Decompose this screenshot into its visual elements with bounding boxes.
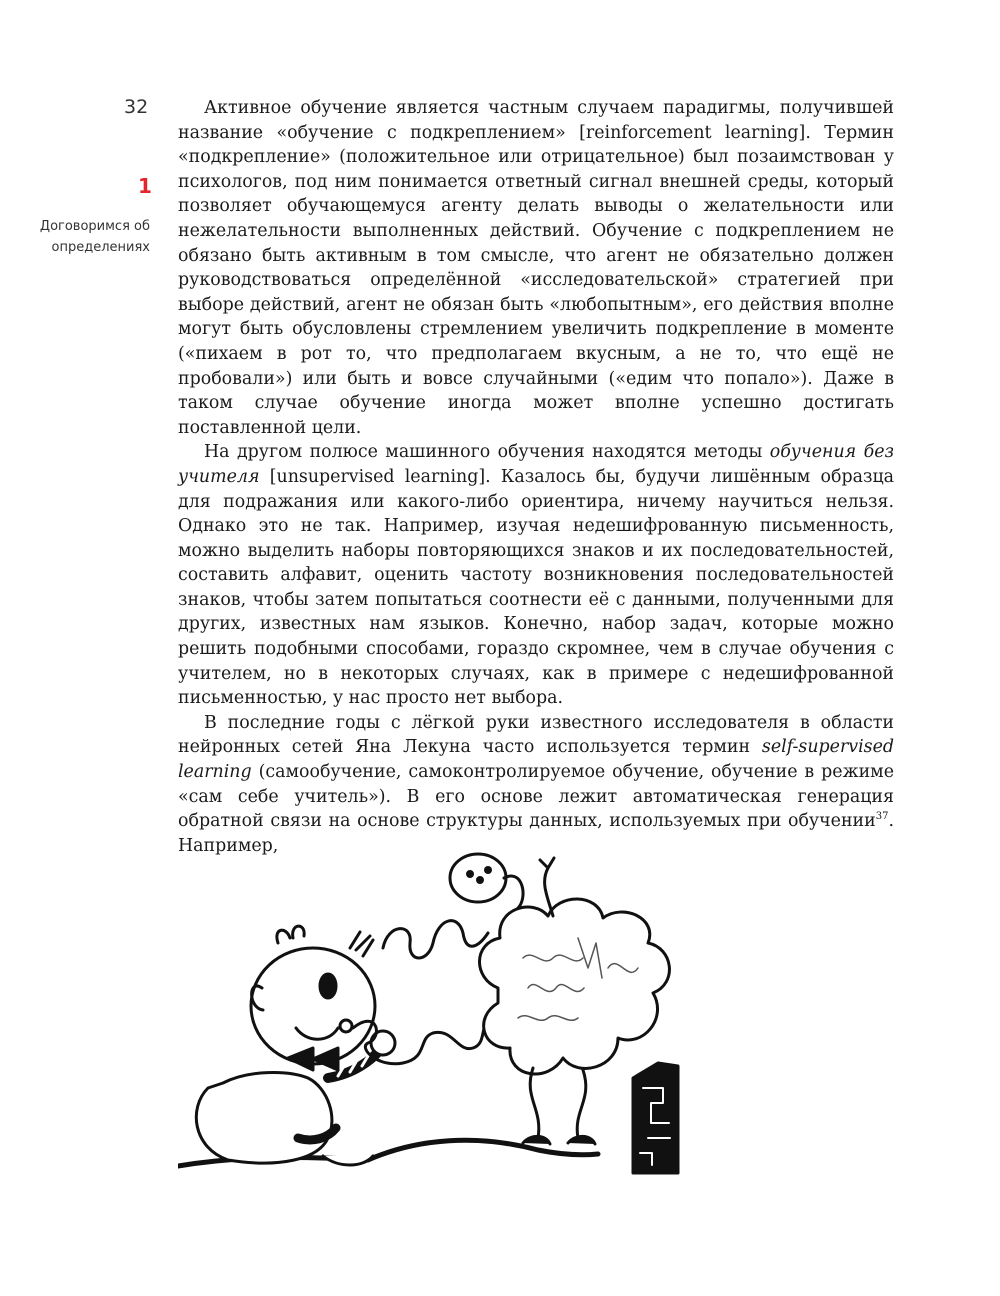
paragraph-3-tail: . Например,: [178, 811, 894, 856]
paragraph-2-after: [unsupervised learning]. Казалось бы, будучи лишённым образца для подражания или какого-либо ориентира, ничему научиться нельзя. Однако это не так. Например, изучая недешифрованную письменность, можно выделить наборы повторяющихся знаков и их последовательностей, составить алфавит, оценить частоту возникновения последовательностей знаков, чтобы затем попытаться соотнести её с данными, полученными для других, известных нам языков. Конечно, набор задач, которые можно решить подобными способами, гораздо скромнее, чем в случае обучения с учителем, но в некоторых случаях, как в примере с недешифрованной письменностью, у нас просто нет выбора.: [178, 466, 894, 709]
term-self-supervised: self-supervised learning: [178, 737, 894, 783]
paragraph-3-after: (самообучение, самоконтролируемое обучение, обучение в режиме «сам себе учитель»). В его основе лежит автоматическая генерация обратной связи на основе структуры данных, используемых при обучении: [178, 762, 894, 832]
paragraph-unsupervised-learning: [178, 440, 894, 711]
illustration-baby-blowing-bubble: [178, 838, 698, 1178]
chapter-title: [20, 216, 150, 258]
paragraph-reinforcement-learning: Активное обучение является частным случаем парадигмы, получившей название «обучение с подкреплением» [reinforcement learning]. Термин «подкрепление» (положительное или отрицательное) был позаимствован у психологов, под ним понимается ответный сигнал внешней среды, который позволяет обучающемуся агенту делать выводы о желательности или нежелательности выполненных действий. Обучение с подкреплением не обязано быть активным в том смысле, что агент не обязательно должен руководствоваться определённой «исследовательской» стратегией при выборе действий, агент не обязан быть «любопытным», его действия вполне могут быть обусловлены стремлением увеличить подкрепление в моменте («пихаем в рот то, что предполагаем вкусным, а не то, что ещё не пробовали») или быть и вовсе случайными («едим что попало»). Даже в таком случае обучение иногда может вполне успешно достигать поставленной цели.: [178, 98, 894, 438]
chapter-title-line-1: Договоримся об: [39, 219, 150, 234]
footnote-reference: 37: [875, 811, 889, 823]
paragraph-2-before: На другом полюсе машинного обучения находятся методы: [204, 442, 770, 463]
paragraph-3-before: В последние годы с лёгкой руки известного исследователя в области нейронных сетей Яна Лекуна часто используется термин: [178, 712, 894, 758]
body-text: [178, 96, 894, 858]
term-unsupervised: обучения без учителя: [178, 442, 894, 487]
chapter-title-line-2: определениях: [51, 240, 150, 255]
paragraph-self-supervised-learning: [178, 711, 894, 859]
chapter-number: 1: [138, 174, 152, 198]
page-number: 32: [124, 96, 149, 118]
